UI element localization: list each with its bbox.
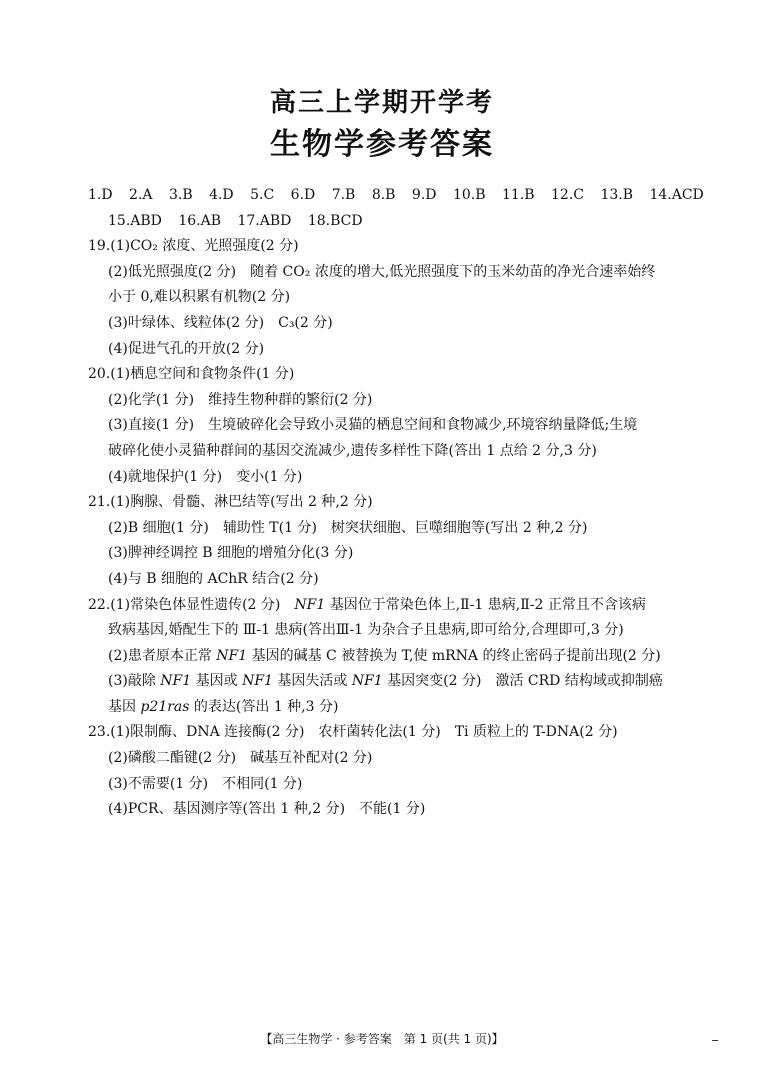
page-footer: 【高三生物学 · 参考答案 第 1 页(共 1 页)】 [260,1032,504,1046]
choice-answer: 14.ACD [649,187,704,203]
text: 基因的碱基 C 被替换为 T,使 mRNA 的终止密码子提前出现(2 分) [247,647,661,664]
choice-answer: 16.AB [178,212,222,229]
q19-line: 小于 0,难以积累有机物(2 分) [108,289,291,306]
choice-answer: 11.B [501,187,535,203]
choice-answer: 4.D [209,187,234,203]
q22-line [88,593,698,619]
q23-line: 23.(1)限制酶、DNA 连接酶(2 分) 农杆菌转化法(1 分) Ti 质粒上的 T-DNA(2 分) [88,724,618,741]
q20-line: 20.(1)栖息空间和食物条件(1 分) [88,366,295,383]
gene-name: NF1 [160,673,192,690]
gene-name: p21ras [140,698,190,715]
gene-name: NF1 [242,673,273,690]
q20-line: (2)化学(1 分) 维持生物种群的繁衍(2 分) [108,391,373,408]
gene-name: NF1 [351,673,383,690]
choice-answer: 18.BCD [307,212,363,229]
choice-answer: 2.A [129,187,153,203]
choice-answer: 17.ABD [237,212,292,229]
q21-line: 21.(1)胸腺、骨髓、淋巴结等(写出 2 种,2 分) [88,494,373,511]
q22-line [88,669,698,695]
text: 基因或 [191,673,243,690]
choice-answer: 7.B [331,187,356,203]
page-title-line1: 高三上学期开学考 [269,88,494,118]
q20-line: (4)就地保护(1 分) 变小(1 分) [108,468,303,485]
text: 22.(1)常染色体显性遗传(2 分) [88,596,295,613]
q19-line: 19.(1)CO₂ 浓度、光照强度(2 分) [88,238,299,255]
choice-answer: 1.D [88,187,113,203]
q19-line: (2)低光照强度(2 分) 随着 CO₂ 浓度的增大,低光照强度下的玉米幼苗的净光合速率始终 [108,263,656,280]
choice-answer: 9.D [411,187,437,203]
q23-line: (4)PCR、基因测序等(答出 1 种,2 分) 不能(1 分) [108,801,426,818]
text: 基因位于常染色体上,Ⅱ-1 患病,Ⅱ-2 正常且不含该病 [325,596,646,613]
q21-line: (4)与 B 细胞的 AChR 结合(2 分) [108,570,319,587]
choice-answer: 13.B [600,187,633,203]
answer-content [88,183,704,823]
choice-answer: 10.B [452,187,486,203]
q21-line: (3)脾神经调控 B 细胞的增殖分化(3 分) [108,545,354,562]
text: 基因失活或 [272,673,352,690]
choice-answer: 15.ABD [108,212,162,229]
q22-line: 致病基因,婚配生下的 Ⅲ-1 患病(答出Ⅲ-1 为杂合子且患病,即可给分,合理即可,3 分) [108,622,624,639]
choice-answer: 3.B [168,187,193,203]
q23-line: (3)不需要(1 分) 不相同(1 分) [108,775,303,792]
q21-line: (2)B 细胞(1 分) 辅助性 T(1 分) 树突状细胞、巨噬细胞等(写出 2 种,2 分) [108,519,588,536]
choice-answers-row2 [88,209,698,235]
gene-name: NF1 [216,647,248,664]
gene-name: NF1 [294,596,326,613]
text: 的表达(答出 1 种,3 分) [189,698,339,715]
q19-line: (4)促进气孔的开放(2 分) [108,340,265,357]
q20-line: (3)直接(1 分) 生境破碎化会导致小灵猫的栖息空间和食物减少,环境容纳量降低;生境 [108,417,638,434]
q22-line [88,644,698,670]
choice-answers-row1 [88,183,704,209]
text: (2)患者原本正常 [108,647,217,664]
q19-line: (3)叶绿体、线粒体(2 分) C₃(2 分) [108,314,333,331]
q23-line: (2)磷酸二酯键(2 分) 碱基互补配对(2 分) [108,750,373,767]
footer-mark [712,1040,718,1041]
choice-answer: 6.D [290,187,316,203]
text: 基因突变(2 分) 激活 CRD 结构域或抑制癌 [382,673,663,690]
text: 基因 [108,698,141,715]
q20-line: 破碎化使小灵猫种群间的基因交流减少,遗传多样性下降(答出 1 点给 2 分,3 分) [108,442,597,459]
choice-answer: 12.C [551,187,584,203]
text: (3)敲除 [108,673,161,690]
choice-answer: 5.C [250,187,275,203]
page-title-line2: 生物学参考答案 [270,127,494,162]
choice-answer: 8.B [371,187,396,203]
q22-line [88,695,698,721]
